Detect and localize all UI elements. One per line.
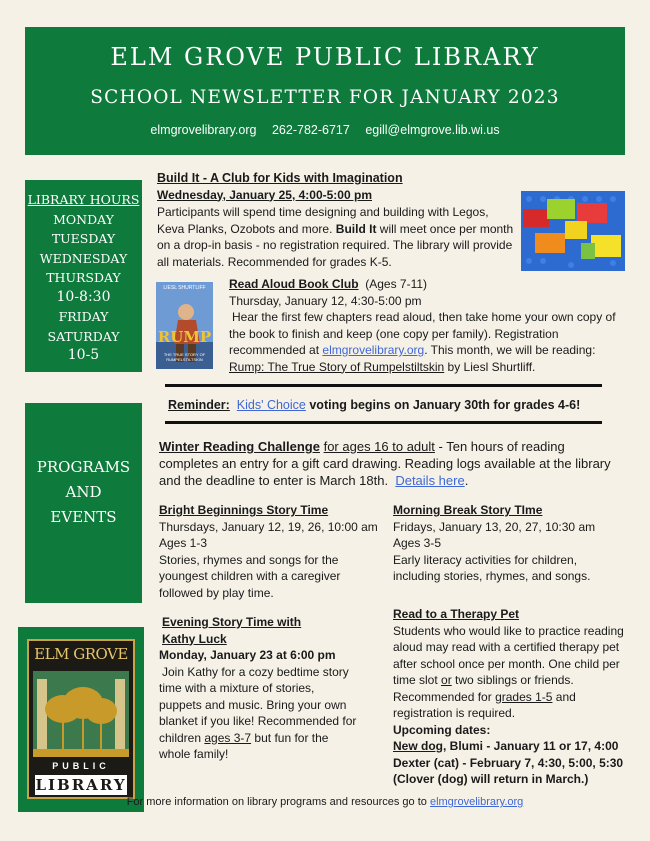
library-logo <box>27 639 135 799</box>
build-it-title: Build It - A Club for Kids with Imagination <box>157 171 403 185</box>
hours-day: FRIDAY <box>58 309 109 324</box>
hours-day: WEDNESDAY <box>39 250 128 266</box>
reminder-label: Reminder: <box>168 398 230 412</box>
therapy-description: Students who would like to practice reading aloud may read with a certified therapy pet after school once per month. One child per time slot or two siblings or friends. Recommended for grades 1-5 and registration is required. <box>393 623 624 720</box>
logo-library: LIBRARY <box>35 776 127 794</box>
build-it-date: Wednesday, January 25, 4:00-5:00 pm <box>157 187 372 202</box>
hours-day: MONDAY <box>53 211 114 227</box>
bright-beginnings-section <box>159 502 379 601</box>
book-club-section <box>229 276 629 375</box>
bright-description: Stories, rhymes and songs for the youngest children with a caregiver followed by play time. <box>159 552 341 600</box>
logo-elm-grove: ELM GROVE <box>34 645 128 663</box>
lego-bricks-image <box>521 191 625 271</box>
footer-link[interactable]: elmgrovelibrary.org <box>429 796 524 808</box>
cover-title: RUMP <box>157 328 212 346</box>
morning-dates: Fridays, January 13, 20, 27, 10:30 am <box>393 519 596 534</box>
bright-title: Bright Beginnings Story Time <box>159 503 329 517</box>
header-banner <box>25 27 625 155</box>
logo-public: PUBLIC <box>52 761 110 771</box>
hours-day: TUESDAY <box>51 231 116 246</box>
build-it-description: Participants will spend time designing and building with Legos, Keva Planks, Ozobots and more. Build It will meet once per month on a drop-in basis - no registration required. The library will provide all materials. Recommended for grades K-5. <box>157 205 514 269</box>
details-link[interactable]: Details here <box>395 473 465 488</box>
library-title: ELM GROVE PUBLIC LIBRARY <box>110 43 540 71</box>
kids-choice-link[interactable]: Kids' Choice <box>236 398 306 412</box>
website-text: elmgrovelibrary.org <box>150 123 257 137</box>
clover-line: (Clover (dog) will return in March.) <box>393 772 589 786</box>
winter-audience: for ages 16 to adult <box>323 439 435 454</box>
newsletter-subtitle: SCHOOL NEWSLETTER FOR JANUARY 2023 <box>90 87 560 108</box>
programs-line: AND <box>65 483 102 501</box>
programs-line: EVENTS <box>50 508 117 526</box>
winter-title: Winter Reading Challenge <box>159 439 320 454</box>
book-club-description: Hear the first few chapters read aloud, then take home your own copy of the book to finish and keep (one copy per family). Registration recommended at elmgrovelibrary.org. This month, we will be reading: Rump: The True Story of Rumpelstiltskin by Liesl Shurtliff. <box>229 310 616 374</box>
hours-day: SATURDAY <box>47 328 120 344</box>
library-hours-box <box>25 180 142 372</box>
hours-time: 10-8:30 <box>56 288 111 305</box>
evening-date: Monday, January 23 at 6:00 pm <box>159 648 336 662</box>
therapy-pet-section <box>393 606 633 788</box>
divider-top <box>165 384 602 387</box>
book-club-link[interactable]: elmgrovelibrary.org <box>322 343 425 357</box>
morning-description: Early literacy activities for children, including stories, rhymes, and songs. <box>393 552 591 583</box>
book-club-title: Read Aloud Book Club <box>229 277 359 291</box>
footer-text: For more information on library programs and resources go to <box>126 796 427 808</box>
book-title: Rump: The True Story of Rumpelstiltskin <box>229 359 445 374</box>
logo-trees-image <box>33 671 129 757</box>
bright-dates: Thursdays, January 12, 19, 26, 10:00 am <box>159 519 378 534</box>
contact-line <box>25 123 625 137</box>
hours-time: 10-5 <box>67 347 100 363</box>
book-club-ages: (Ages 7-11) <box>365 277 428 291</box>
blumi-line: New dog, Blumi - January 11 or 17, 4:00 <box>393 739 619 753</box>
divider-bottom <box>165 421 602 424</box>
bright-ages: Ages 1-3 <box>159 536 208 550</box>
hours-title: LIBRARY HOURS <box>27 192 140 207</box>
evening-story-section <box>159 614 359 763</box>
therapy-title: Read to a Therapy Pet <box>393 607 520 621</box>
phone-text: 262-782-6717 <box>271 123 350 137</box>
library-logo-box <box>18 627 144 812</box>
upcoming-label: Upcoming dates: <box>393 722 491 737</box>
build-it-section <box>157 170 517 270</box>
evening-title-1: Evening Story Time with <box>162 615 302 629</box>
evening-description: Join Kathy for a cozy bedtime story time with a mixture of stories, puppets and music. Bring your own blanket if you like! Recommended for children ages 3-7 but fun for the whole family! <box>159 664 357 761</box>
morning-title: Morning Break Story TIme <box>393 503 543 517</box>
winter-reading-section: Winter Reading Challenge for ages 16 to adult - Ten hours of reading completes an entry for a gift card drawing. Reading logs available at the library and the deadline to enter is March 18th. Details here. <box>159 439 611 488</box>
programs-box <box>25 403 142 603</box>
rump-book-cover <box>156 282 213 369</box>
dexter-line: Dexter (cat) - February 7, 4:30, 5:00, 5:30 <box>393 755 624 770</box>
cover-subtitle: THE TRUE STORY OF RUMPELSTILTSKIN <box>163 352 206 362</box>
reminder-line <box>168 398 638 412</box>
evening-title-2: Kathy Luck <box>162 631 227 646</box>
morning-break-section <box>393 502 623 585</box>
footer <box>0 796 650 808</box>
cover-author: LIESL SHURTLIFF <box>163 285 206 291</box>
programs-line: PROGRAMS <box>36 458 131 476</box>
book-club-date: Thursday, January 12, 4:30-5:00 pm <box>229 293 422 308</box>
hours-day: THURSDAY <box>46 270 121 285</box>
reminder-text: voting begins on January 30th for grades 4-6! <box>309 398 581 412</box>
morning-ages: Ages 3-5 <box>393 536 442 550</box>
email-text: egill@elmgrove.lib.wi.us <box>365 123 500 137</box>
